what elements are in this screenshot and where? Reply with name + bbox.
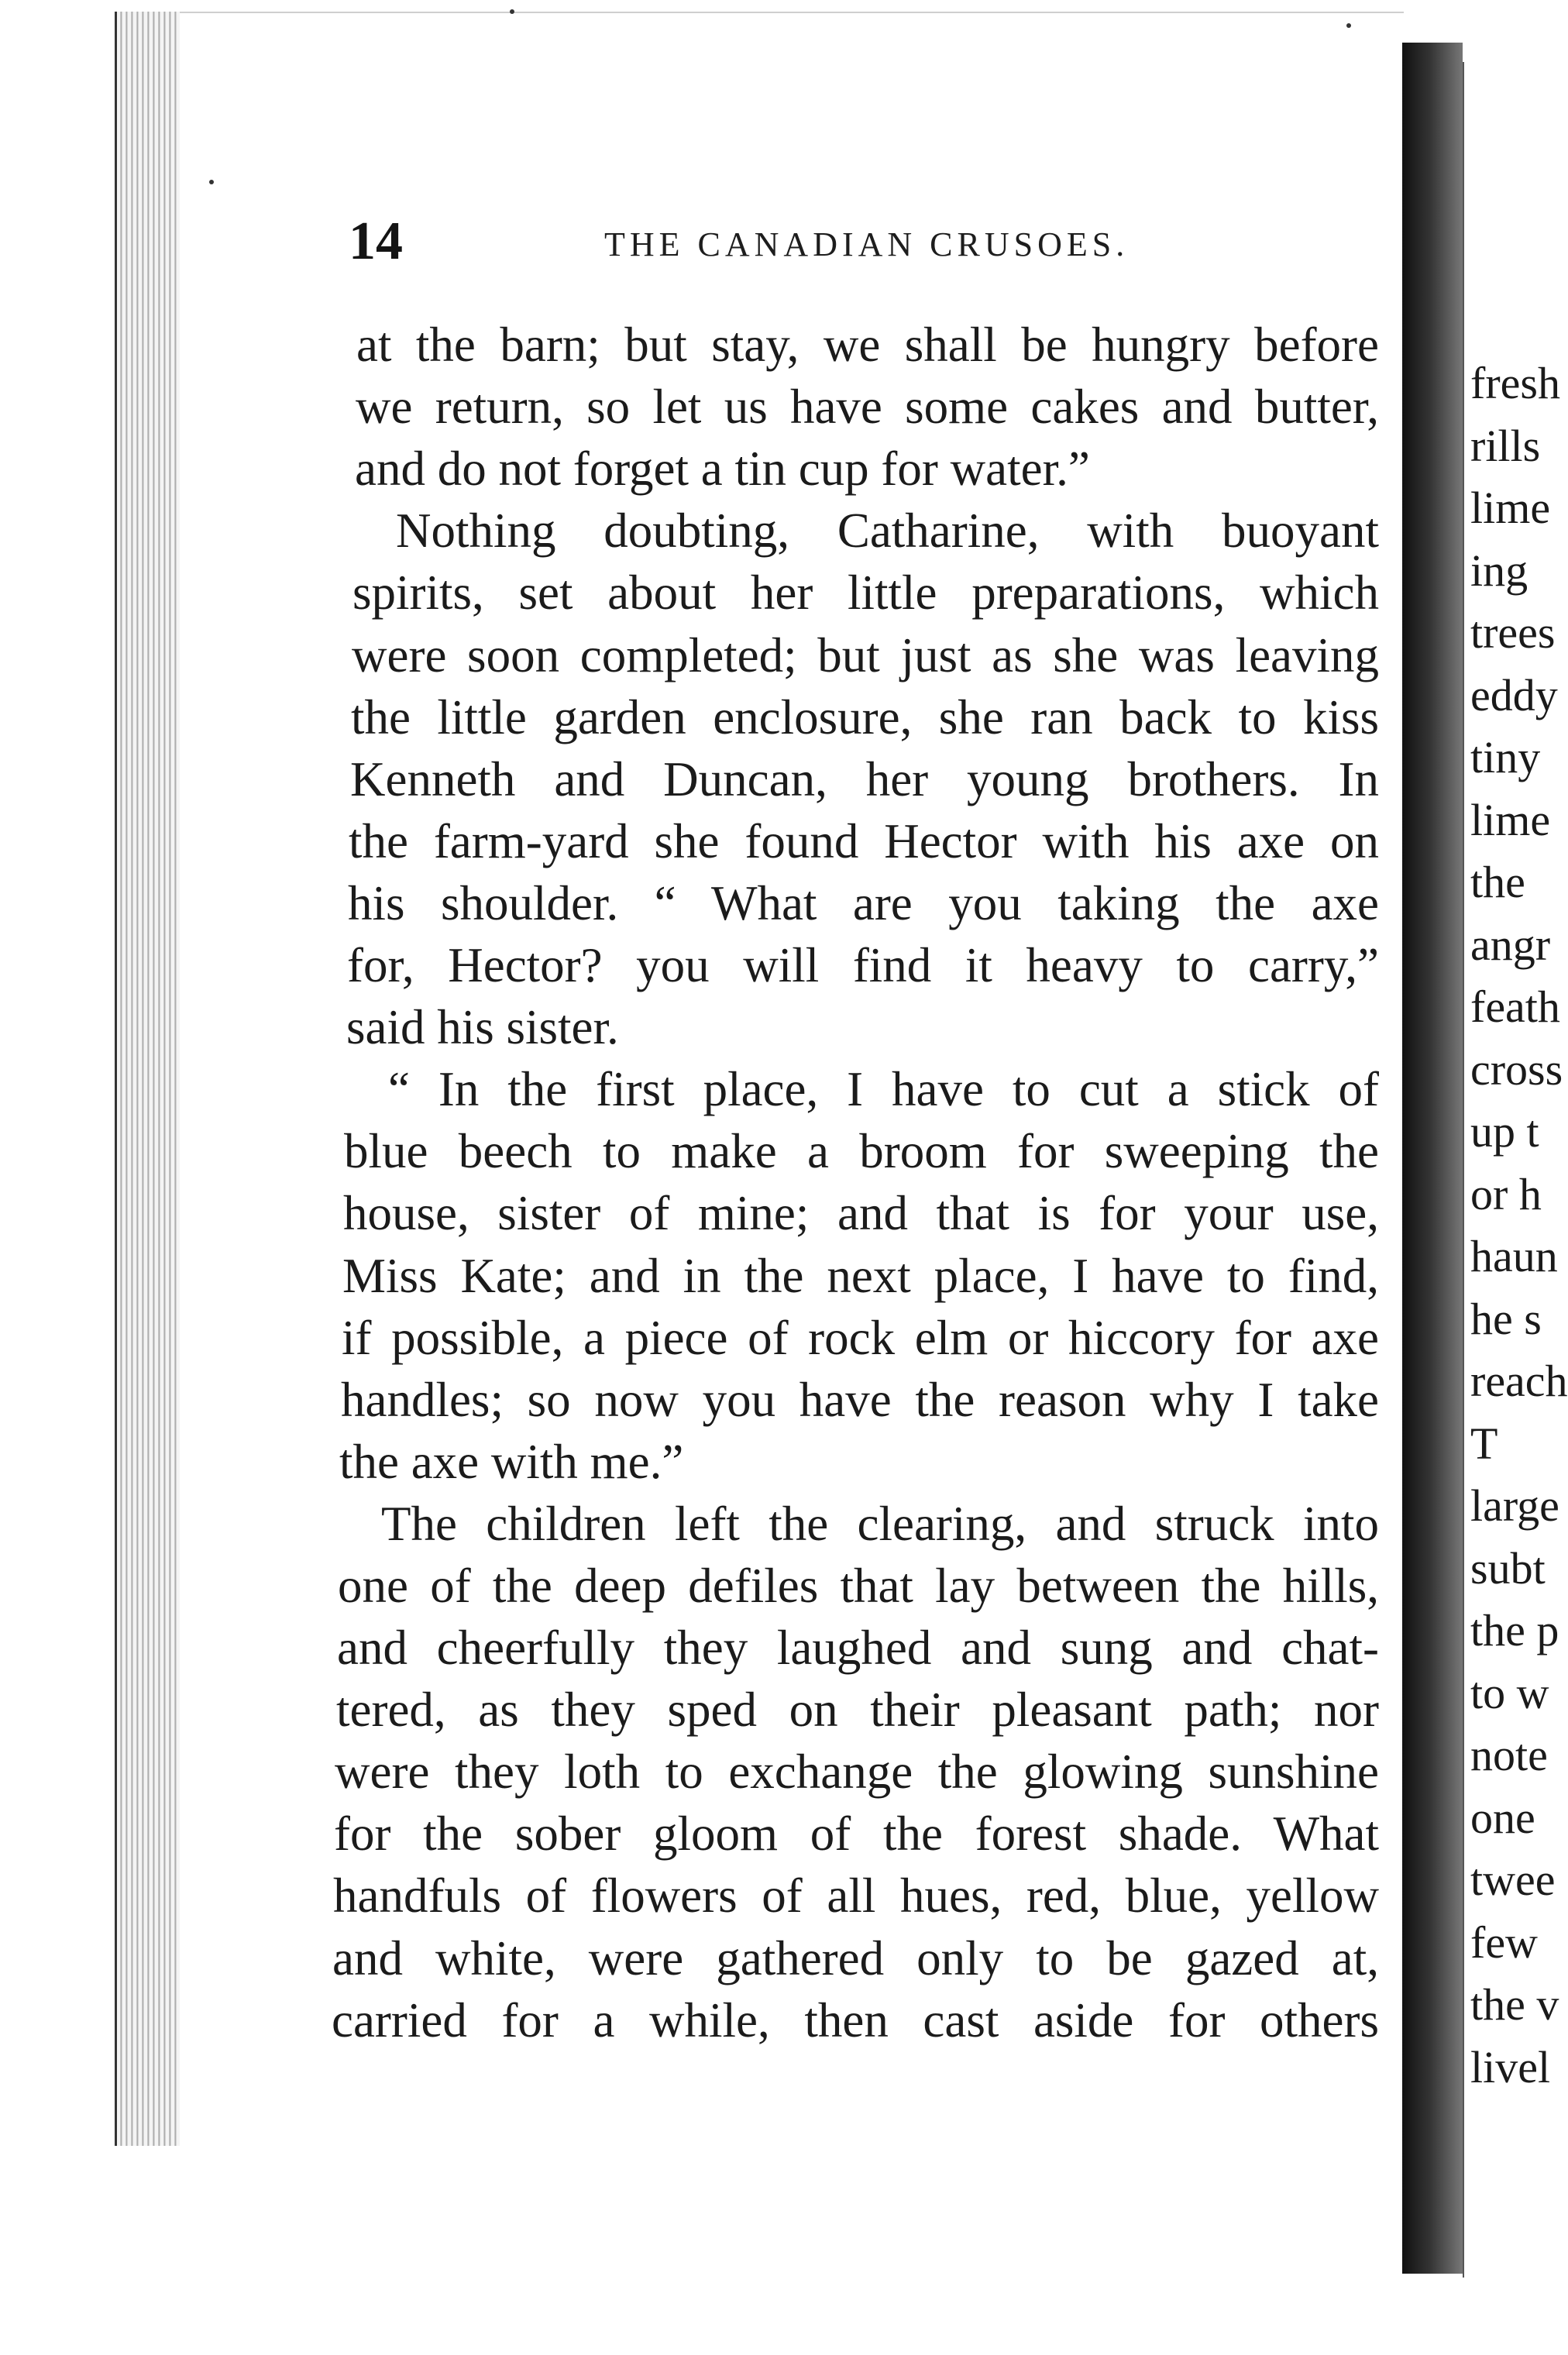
running-title: THE CANADIAN CRUSOES.: [604, 225, 1130, 263]
facing-page: [1463, 62, 1568, 2278]
page-number: 14: [349, 211, 403, 271]
facing-page-fragment: he s: [1470, 1294, 1542, 1344]
facing-page-fragment: T: [1470, 1418, 1498, 1469]
text-line: at the barn; but stay, we shall be hungry before: [356, 318, 1379, 372]
facing-page-fragment: subt: [1470, 1543, 1546, 1593]
text-line: and do not forget a tin cup for water.”: [355, 442, 1090, 496]
facing-page-fragment: fresh: [1470, 358, 1560, 408]
text-line: handles; so now you have the reason why I take: [341, 1373, 1379, 1427]
text-line: for the sober gloom of the forest shade. What: [334, 1807, 1379, 1861]
text-line: house, sister of mine; and that is for your use,: [343, 1186, 1379, 1240]
facing-page-fragment: lime: [1470, 795, 1551, 845]
facing-page-fragment: one: [1470, 1793, 1535, 1843]
facing-page-fragment: the: [1470, 857, 1525, 907]
text-line: “ In the first place, I have to cut a stick of: [388, 1062, 1379, 1116]
facing-page-fragment: few: [1470, 1917, 1538, 1968]
margin-speck: [209, 180, 214, 184]
facing-page-fragment: the v: [1470, 1979, 1559, 2030]
text-line: one of the deep defiles that lay between the hills,: [338, 1559, 1379, 1613]
facing-page-fragment: trees: [1470, 607, 1556, 658]
facing-page-fragment: rills: [1470, 421, 1541, 471]
text-line: and cheerfully they laughed and sung and chat-: [337, 1621, 1379, 1675]
text-line: Miss Kate; and in the next place, I have to find,: [342, 1249, 1379, 1303]
facing-page-fragment: feath: [1470, 982, 1560, 1032]
text-line: Nothing doubting, Catharine, with buoyant: [396, 504, 1379, 558]
page-edges: [115, 12, 187, 2146]
gutter-shadow: [1402, 43, 1463, 2274]
text-line: we return, so let us have some cakes and butter,: [356, 380, 1379, 434]
text-line: his shoulder. “ What are you taking the axe: [348, 876, 1379, 930]
facing-page-fragment: twee: [1470, 1855, 1556, 1905]
margin-speck: [510, 9, 514, 14]
text-line: blue beech to make a broom for sweeping the: [344, 1124, 1379, 1178]
facing-page-fragment: ing: [1470, 545, 1528, 596]
facing-page-fragment: eddy: [1470, 670, 1558, 720]
facing-page-fragment: or h: [1470, 1169, 1542, 1219]
facing-page-fragment: reach: [1470, 1356, 1568, 1406]
facing-page-fragment: to w: [1470, 1668, 1549, 1718]
text-line: for, Hector? you will find it heavy to carry,”: [347, 938, 1379, 992]
facing-page-fragment: angr: [1470, 920, 1551, 970]
text-line: The children left the clearing, and struck into: [381, 1497, 1379, 1551]
facing-page-fragment: up t: [1470, 1106, 1539, 1157]
text-line: handfuls of flowers of all hues, red, blue, yellow: [333, 1869, 1379, 1923]
text-line: the farm-yard she found Hector with his axe on: [349, 814, 1379, 868]
text-line: spirits, set about her little preparations, which: [352, 566, 1379, 620]
page-header: [349, 211, 1418, 273]
facing-page-fragment: livel: [1470, 2042, 1551, 2092]
text-line: Kenneth and Duncan, her young brothers. In: [350, 752, 1379, 806]
facing-page-fragment: haun: [1470, 1231, 1558, 1281]
text-line: were they loth to exchange the glowing sunshine: [335, 1745, 1379, 1799]
margin-speck: [1346, 23, 1351, 28]
text-line: carried for a while, then cast aside for others: [332, 1993, 1379, 2047]
facing-page-fragment: tiny: [1470, 732, 1541, 782]
facing-page-fragment: the p: [1470, 1605, 1559, 1655]
text-line: and white, were gathered only to be gazed at,: [332, 1931, 1379, 1985]
text-line: tered, as they sped on their pleasant path; nor: [336, 1683, 1379, 1737]
text-line: the little garden enclosure, she ran back to kiss: [351, 690, 1379, 744]
text-line: if possible, a piece of rock elm or hiccory for axe: [342, 1311, 1379, 1365]
text-line: were soon completed; but just as she was leaving: [352, 628, 1379, 682]
text-line: said his sister.: [346, 1000, 619, 1054]
facing-page-fragment: large: [1470, 1480, 1559, 1531]
facing-page-fragment: note: [1470, 1730, 1548, 1780]
facing-page-fragment: cross: [1470, 1044, 1563, 1095]
text-line: the axe with me.”: [339, 1435, 684, 1489]
facing-page-fragment: lime: [1470, 483, 1551, 533]
